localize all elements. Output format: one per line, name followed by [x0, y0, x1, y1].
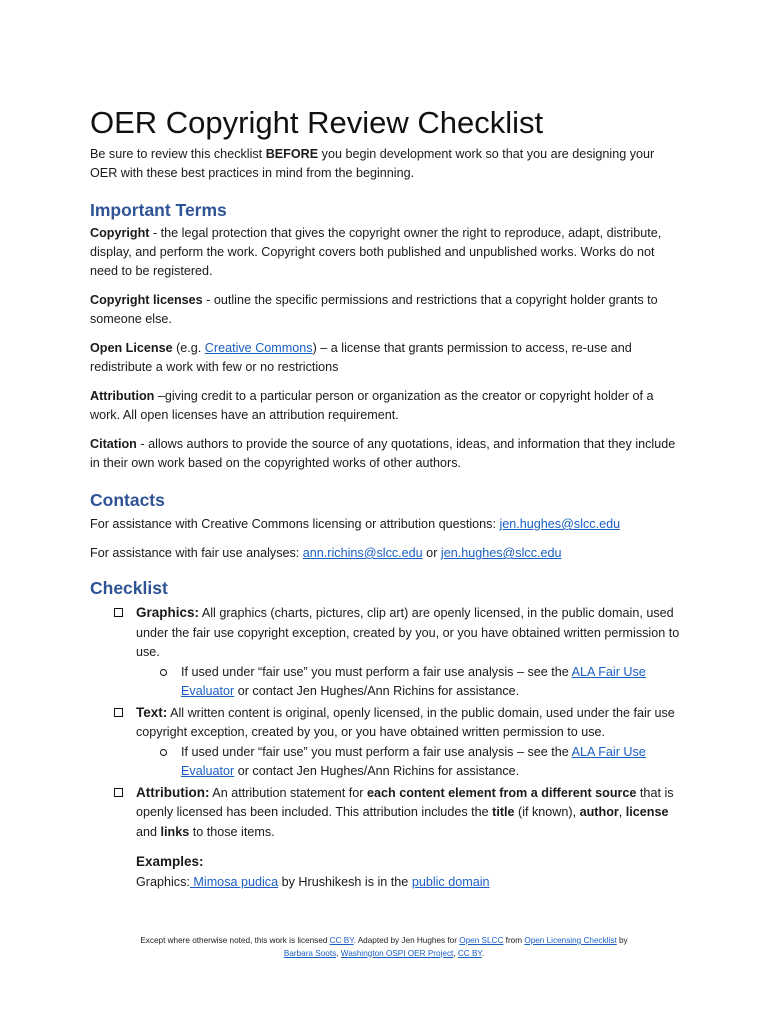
term-definition: - allows authors to provide the source of any quotations, ideas, and information that they include in their own work based on the copyrighted works of other authors. [90, 437, 676, 470]
item-label: Graphics: [136, 605, 200, 620]
intro-text: Be sure to review this checklist [90, 147, 266, 161]
mimosa-pudica-link[interactable]: Mimosa pudica [189, 875, 279, 889]
term-definition-end: ) – a license that grants permission to access, re-use and redistribute a work with few or no restrictions [90, 341, 632, 374]
page-title: OER Copyright Review Checklist [90, 105, 544, 140]
term-label: Attribution [90, 389, 155, 403]
item-label: Text: [136, 704, 168, 720]
examples-heading: Examples: [136, 854, 204, 869]
checklist [90, 603, 680, 842]
open-licensing-checklist-link[interactable]: Open Licensing Checklist [524, 936, 617, 945]
intro-bold: BEFORE [265, 147, 319, 161]
sub-text: If used under “fair use” you must perform a fair use analysis – see the [181, 744, 572, 759]
footer-text: from [503, 936, 525, 945]
term-definition: - the legal protection that gives the copyright owner the right to reproduce, adapt, distribute, display, and perform the work. Copyright covers both published and unpublished works. Works do not need to be registered. [90, 226, 662, 278]
item-text: All written content is original, openly licensed, in the public domain, used under the fair use copyright exception, created by you, or you have obtained written permission to use. [136, 705, 675, 739]
ala-fair-use-link-2[interactable]: ALA Fair Use Evaluator [181, 744, 646, 778]
sub-list [136, 743, 680, 782]
checklist-item-graphics [90, 603, 680, 702]
sub-text-end: or contact Jen Hughes/Ann Richins for assistance. [234, 764, 520, 778]
footer-text: . [481, 948, 485, 958]
sub-text: If used under “fair use” you must perform a fair use analysis – see the [181, 664, 572, 679]
example-graphics [136, 872, 680, 892]
footer-text: , [336, 948, 341, 958]
washington-ospi-link[interactable]: Washington OSPI OER Project [340, 948, 454, 958]
open-slcc-link[interactable]: Open SLCC [459, 936, 504, 945]
footer-text: Except where otherwise noted, this work is licensed [140, 936, 330, 945]
term-label: Copyright licenses [90, 293, 203, 307]
term-definition: –giving credit to a particular person or organization as the creator or copyright holder of a work. All open licenses have an attribution requirement. [90, 389, 654, 422]
intro-text-end: you begin development work so that you are designing your OER with these best practices in mind from the beginning. [90, 147, 655, 180]
sub-item [136, 663, 680, 702]
item-text: All graphics (charts, pictures, clip art) are openly licensed, in the public domain, used under the fair use copyright exception, created by you, or you have obtained written permission to use. [136, 606, 680, 659]
term-attribution [90, 387, 680, 425]
checkbox-icon[interactable] [114, 608, 123, 617]
contacts-heading: Contacts [90, 490, 165, 510]
term-label: Citation [90, 437, 137, 451]
item-text: (if known), [514, 805, 580, 819]
sub-list [136, 663, 680, 702]
term-open-license [90, 339, 680, 377]
item-text: that is openly licensed has been included. This attribution includes the [136, 785, 674, 819]
circle-bullet-icon [160, 669, 167, 676]
item-text: , [618, 805, 626, 819]
email-link-jen-hughes[interactable]: jen.hughes@slcc.edu [499, 517, 621, 531]
email-link-ann-richins[interactable]: ann.richins@slcc.edu [302, 546, 423, 560]
intro-paragraph [90, 145, 680, 183]
contact-fair-use [90, 544, 680, 563]
term-citation [90, 435, 680, 473]
item-text: An attribution statement for [209, 785, 367, 800]
contact-cc [90, 515, 680, 534]
document-page [90, 104, 680, 892]
checklist-item-attribution [90, 783, 680, 843]
item-label: Attribution: [136, 784, 210, 800]
contact-or: or [422, 546, 441, 560]
checklist-heading: Checklist [90, 578, 168, 598]
term-copyright [90, 224, 680, 281]
footer-text: , [453, 948, 458, 958]
footer-license [80, 935, 688, 960]
item-bold: title [492, 805, 515, 819]
footer-cc-by-link-2[interactable]: CC BY [457, 948, 482, 958]
term-label: Copyright [90, 226, 150, 240]
footer-cc-by-link[interactable]: CC BY [329, 936, 354, 945]
checklist-item-text [90, 703, 680, 782]
footer-text: by [616, 936, 628, 945]
important-terms-heading: Important Terms [90, 200, 227, 220]
ala-fair-use-link[interactable]: ALA Fair Use Evaluator [181, 664, 646, 698]
checkbox-icon[interactable] [114, 788, 123, 797]
contact-text: For assistance with fair use analyses: [90, 546, 303, 560]
term-label: Open License [90, 341, 173, 355]
footer-text: . Adapted by Jen Hughes for [353, 936, 460, 945]
item-bold: author [579, 805, 619, 819]
contact-text: For assistance with Creative Commons licensing or attribution questions: [90, 517, 500, 531]
item-bold: links [160, 824, 190, 839]
barbara-soots-link[interactable]: Barbara Soots [283, 948, 337, 958]
example-text: by Hrushikesh is in the [278, 875, 412, 889]
term-definition: - outline the specific permissions and restrictions that a copyright holder grants to someone else. [90, 293, 658, 326]
checkbox-icon[interactable] [114, 708, 123, 717]
example-label: Graphics: [136, 875, 190, 889]
creative-commons-link[interactable]: Creative Commons [204, 341, 313, 355]
item-bold: license [625, 805, 669, 819]
sub-text-end: or contact Jen Hughes/Ann Richins for assistance. [234, 684, 520, 698]
item-text: and [136, 824, 161, 839]
item-bold: each content element from a different source [367, 785, 637, 800]
circle-bullet-icon [160, 749, 167, 756]
term-definition: (e.g. [172, 341, 205, 355]
sub-item [136, 743, 680, 782]
public-domain-link[interactable]: public domain [411, 875, 490, 889]
examples-block [90, 852, 680, 892]
term-copyright-licenses [90, 291, 680, 329]
email-link-jen-hughes-2[interactable]: jen.hughes@slcc.edu [440, 546, 562, 560]
item-text: to those items. [189, 824, 275, 839]
